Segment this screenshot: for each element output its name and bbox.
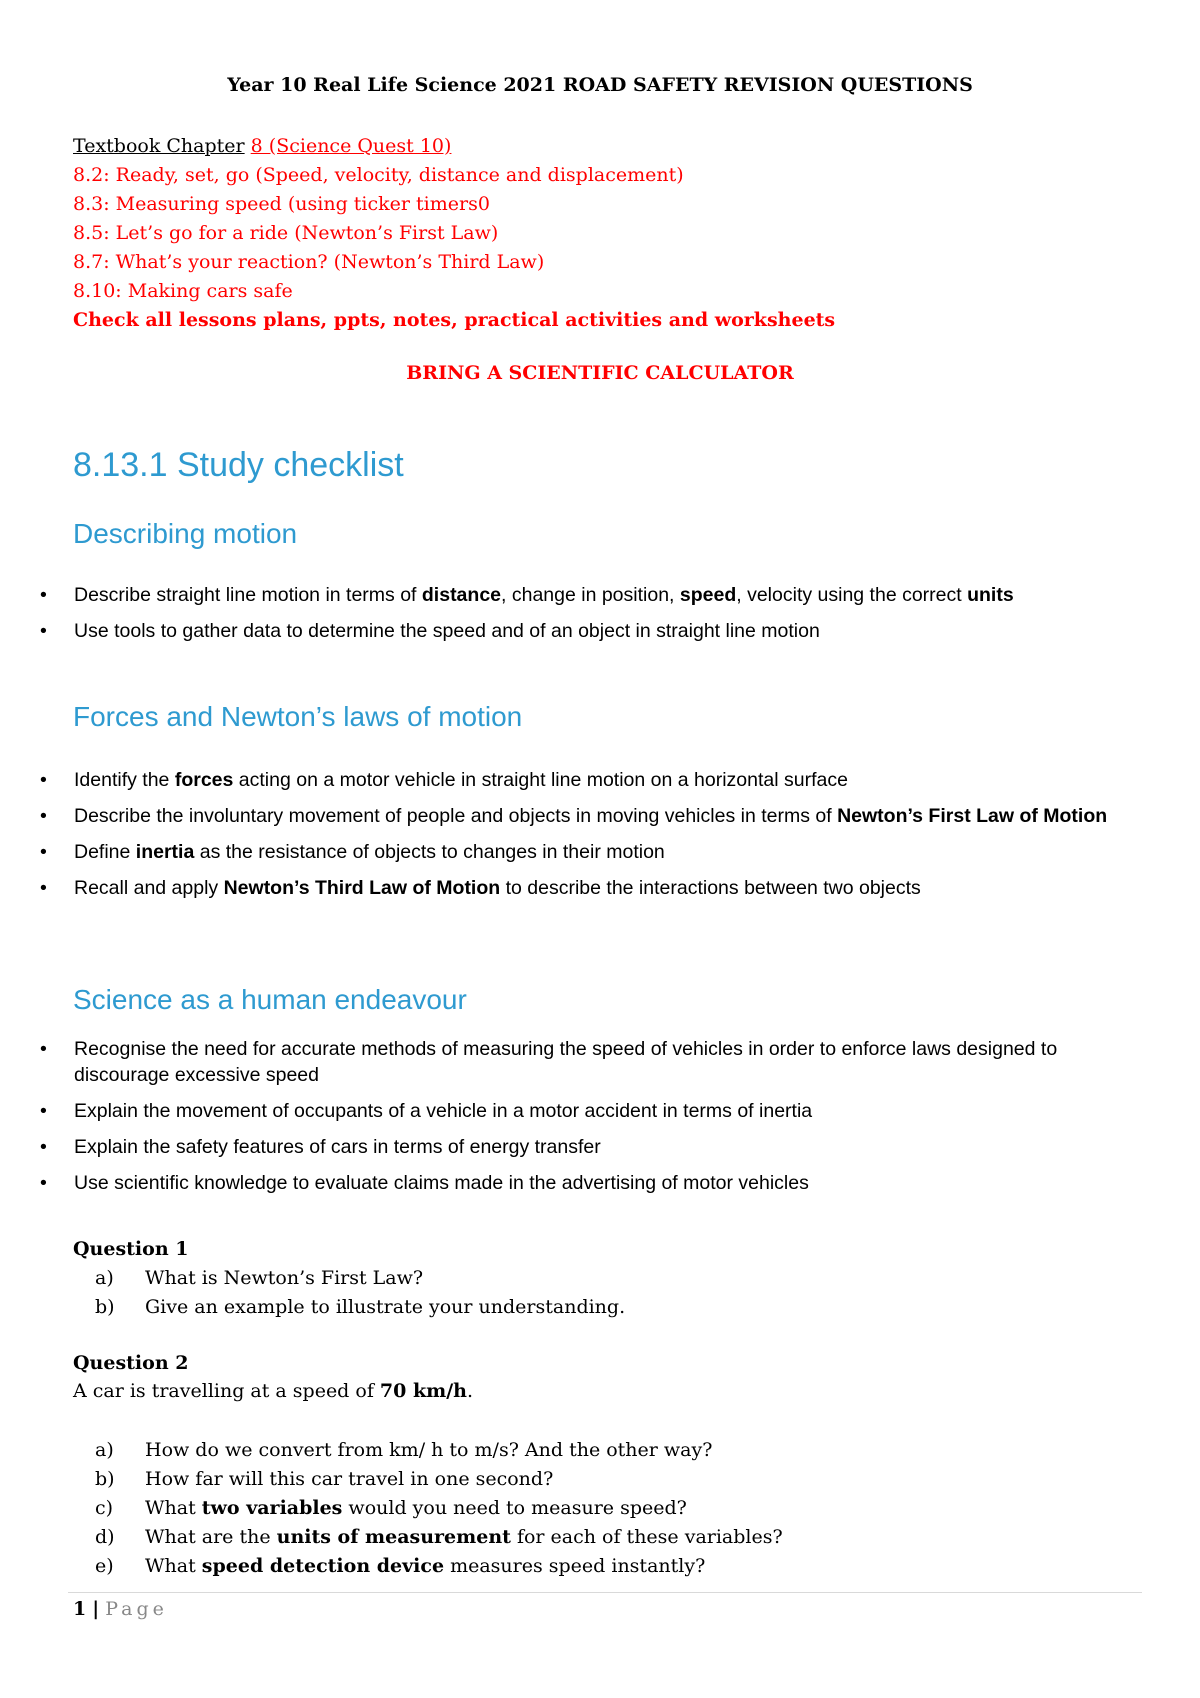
text-run: as the resistance of objects to changes in their motion	[194, 841, 665, 863]
text-run: to describe the interactions between two objects	[500, 877, 921, 899]
question-2-title: Question 2	[73, 1352, 189, 1374]
text-run: , change in position,	[501, 584, 680, 606]
bold-term: distance	[421, 584, 502, 606]
checklist-item	[40, 767, 1140, 793]
text-run: Use tools to gather data to determine the speed and of an object in straight line motion	[74, 620, 820, 642]
text-run: Describe the involuntary movement of people and objects in moving vehicles in terms of	[74, 805, 838, 827]
question-1-title: Question 1	[73, 1238, 189, 1260]
checklist-item	[40, 618, 1140, 644]
question-part	[95, 1465, 783, 1494]
footer-divider	[68, 1592, 1142, 1593]
question-part	[95, 1264, 625, 1293]
bold-term: forces	[174, 769, 234, 791]
question-part-label: d)	[95, 1526, 115, 1548]
text-run: , velocity using the correct	[736, 584, 968, 606]
checklist-item	[40, 803, 1140, 829]
checklist-item	[40, 582, 1140, 608]
section-heading-science-endeavour: Science as a human endeavour	[73, 984, 467, 1015]
text-run: for each of these variables?	[510, 1526, 783, 1548]
checklist-item	[40, 1036, 1140, 1088]
checklist-describing-motion	[40, 582, 1140, 654]
bold-term: speed detection device	[201, 1555, 445, 1577]
text-run: Give an example to illustrate your understanding.	[145, 1296, 626, 1318]
text-run: Describe straight line motion in terms of	[74, 584, 422, 606]
bold-term: two variables	[201, 1497, 343, 1519]
text-run: acting on a motor vehicle in straight line motion on a horizontal surface	[233, 769, 848, 791]
chapter-block	[73, 132, 835, 335]
page-number: 1	[73, 1598, 87, 1620]
section-heading-forces: Forces and Newton’s laws of motion	[73, 701, 523, 732]
study-checklist-heading: 8.13.1 Study checklist	[73, 446, 404, 484]
question-1-parts	[95, 1264, 625, 1322]
question-part-label: b)	[95, 1468, 115, 1490]
text-run: measures speed instantly?	[444, 1555, 706, 1577]
question-part-label: a)	[95, 1267, 114, 1289]
question-part-label: e)	[95, 1555, 114, 1577]
text-run: What	[145, 1497, 202, 1519]
chapter-item: 8.5: Let’s go for a ride (Newton’s First Law)	[73, 222, 499, 244]
question-part-label: b)	[95, 1296, 115, 1318]
checklist-item	[40, 875, 1140, 901]
text-run: .	[466, 1380, 474, 1402]
bold-term: inertia	[135, 841, 195, 863]
text-run: Define	[74, 841, 136, 863]
text-run: Explain the movement of occupants of a vehicle in a motor accident in terms of inertia	[74, 1100, 813, 1122]
text-run: would you need to measure speed?	[342, 1497, 687, 1519]
page-word: Page	[105, 1598, 168, 1620]
text-run: Recall and apply	[74, 877, 224, 899]
checklist-item	[40, 839, 1140, 865]
text-run: Identify the	[74, 769, 175, 791]
checklist-item	[40, 1098, 1140, 1124]
bold-term: speed	[679, 584, 737, 606]
question-part-label: c)	[95, 1497, 114, 1519]
checklist-forces	[40, 767, 1140, 911]
chapter-label: Textbook Chapter	[73, 135, 245, 157]
text-run: A car is travelling at a speed of	[73, 1380, 380, 1402]
question-part-label: a)	[95, 1439, 114, 1461]
question-part	[95, 1494, 783, 1523]
bold-term: Newton’s First Law of Motion	[837, 805, 1108, 827]
text-run: How do we convert from km/ h to m/s? And the other way?	[145, 1439, 713, 1461]
question-2-parts	[95, 1436, 783, 1581]
question-part	[95, 1552, 783, 1581]
chapter-item: 8.10: Making cars safe	[73, 280, 293, 302]
text-run: What	[145, 1555, 202, 1577]
check-note: Check all lessons plans, ppts, notes, practical activities and worksheets	[73, 309, 836, 331]
question-2-intro	[73, 1380, 473, 1402]
text-run: Use scientific knowledge to evaluate claims made in the advertising of motor vehicles	[74, 1172, 809, 1194]
checklist-item	[40, 1170, 1140, 1196]
text-run: What is Newton’s First Law?	[145, 1267, 424, 1289]
bold-term: units of measurement	[276, 1526, 511, 1548]
section-heading-describing-motion: Describing motion	[73, 518, 298, 549]
chapter-reference: 8 (Science Quest 10)	[250, 135, 452, 157]
bold-term: 70 km/h	[379, 1380, 467, 1402]
document-title: Year 10 Real Life Science 2021 ROAD SAFETY REVISION QUESTIONS	[227, 74, 973, 96]
footer-separator: |	[92, 1598, 100, 1620]
question-part	[95, 1523, 783, 1552]
chapter-heading	[73, 132, 835, 161]
checklist-item	[40, 1134, 1140, 1160]
checklist-science-endeavour	[40, 1036, 1140, 1206]
chapter-item: 8.2: Ready, set, go (Speed, velocity, distance and displacement)	[73, 164, 684, 186]
text-run: What are the	[145, 1526, 277, 1548]
question-part	[95, 1436, 783, 1465]
calculator-note: BRING A SCIENTIFIC CALCULATOR	[406, 362, 794, 384]
bold-term: units	[967, 584, 1014, 606]
bold-term: Newton’s Third Law of Motion	[223, 877, 501, 899]
chapter-item: 8.3: Measuring speed (using ticker timers0	[73, 193, 490, 215]
chapter-item: 8.7: What’s your reaction? (Newton’s Third Law)	[73, 251, 545, 273]
text-run: Recognise the need for accurate methods of measuring the speed of vehicles in order to enforce laws designed to discourage excessive speed	[74, 1038, 1058, 1086]
text-run: How far will this car travel in one second?	[145, 1468, 554, 1490]
question-part	[95, 1293, 625, 1322]
text-run: Explain the safety features of cars in terms of energy transfer	[74, 1136, 601, 1158]
page-footer	[73, 1598, 168, 1620]
